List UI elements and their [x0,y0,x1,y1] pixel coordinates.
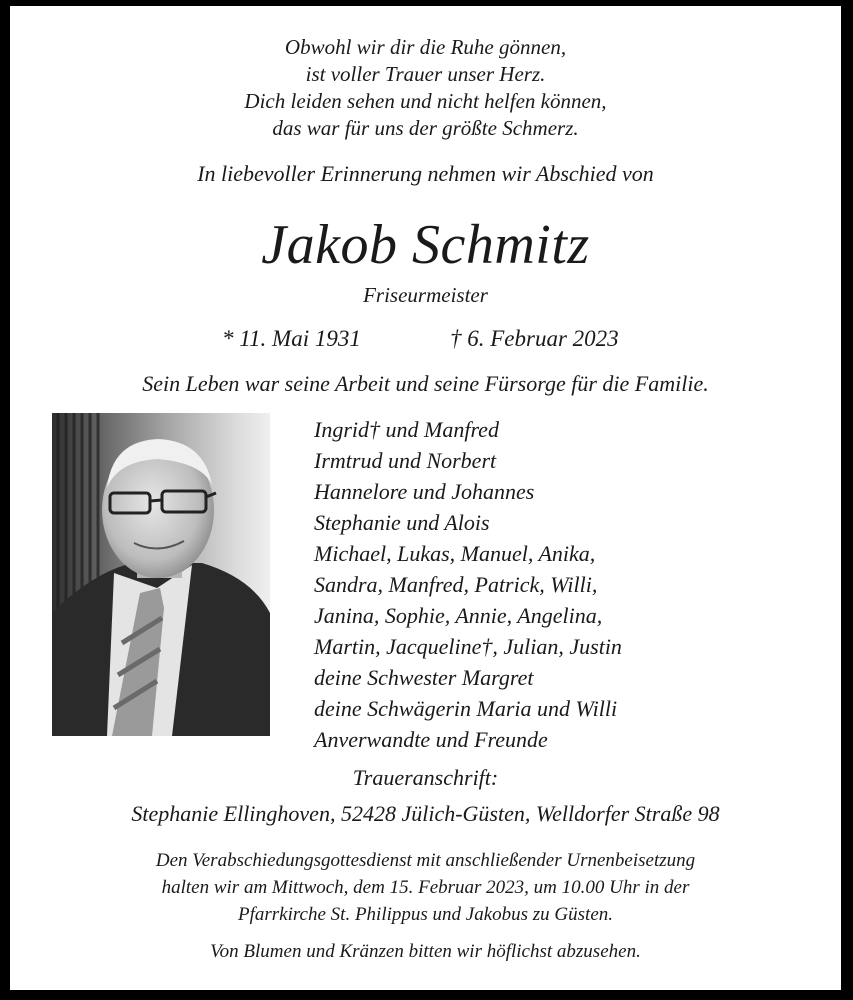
mourner-line: Hannelore und Johannes [314,479,535,504]
service-line: halten wir am Mittwoch, dem 15. Februar 2023, um 10.00 Uhr in der [161,877,690,898]
service-info [10,847,841,928]
portrait-photo [52,413,270,736]
memorial-poem [10,34,841,142]
mourner-line: deine Schwägerin Maria und Willi [314,696,618,721]
deceased-profession: Friseurmeister [363,283,488,307]
service-line: Den Verabschiedungsgottesdienst mit anschließender Urnenbeisetzung [155,850,696,871]
poem-line: Dich leiden sehen und nicht helfen können, [244,89,607,113]
mourner-line: Michael, Lukas, Manuel, Anika, [314,541,596,566]
poem-line: ist voller Trauer unser Herz. [305,62,546,86]
poem-line: das war für uns der größte Schmerz. [272,116,579,140]
obituary-notice [10,6,841,990]
mourner-line: Anverwandte und Freunde [314,727,548,752]
mourner-line: Martin, Jacqueline†, Julian, Justin [314,634,622,659]
service-line: Pfarrkirche St. Philippus und Jakobus zu Güsten. [237,904,614,925]
mourner-line: Sandra, Manfred, Patrick, Willi, [314,572,598,597]
life-motto: Sein Leben war seine Arbeit und seine Fürsorge für die Familie. [142,371,709,396]
intro-text: In liebevoller Erinnerung nehmen wir Abschied von [197,161,654,186]
mourner-line: Janina, Sophie, Annie, Angelina, [314,603,603,628]
mourning-address: Stephanie Ellinghoven, 52428 Jülich-Güsten, Welldorfer Straße 98 [131,801,720,826]
birth-date: * 11. Mai 1931 [222,326,361,351]
address-label: Traueranschrift: [352,765,499,790]
mourners-list [314,414,622,755]
mourner-line: deine Schwester Margret [314,665,534,690]
mourner-line: Ingrid† und Manfred [314,417,499,442]
mourner-line: Irmtrud und Norbert [314,448,497,473]
flowers-note: Von Blumen und Kränzen bitten wir höflichst abzusehen. [210,941,641,962]
death-date: † 6. Februar 2023 [450,326,619,351]
mourner-line: Stephanie und Alois [314,510,490,535]
poem-line: Obwohl wir dir die Ruhe gönnen, [284,35,567,59]
deceased-name: Jakob Schmitz [261,214,590,276]
